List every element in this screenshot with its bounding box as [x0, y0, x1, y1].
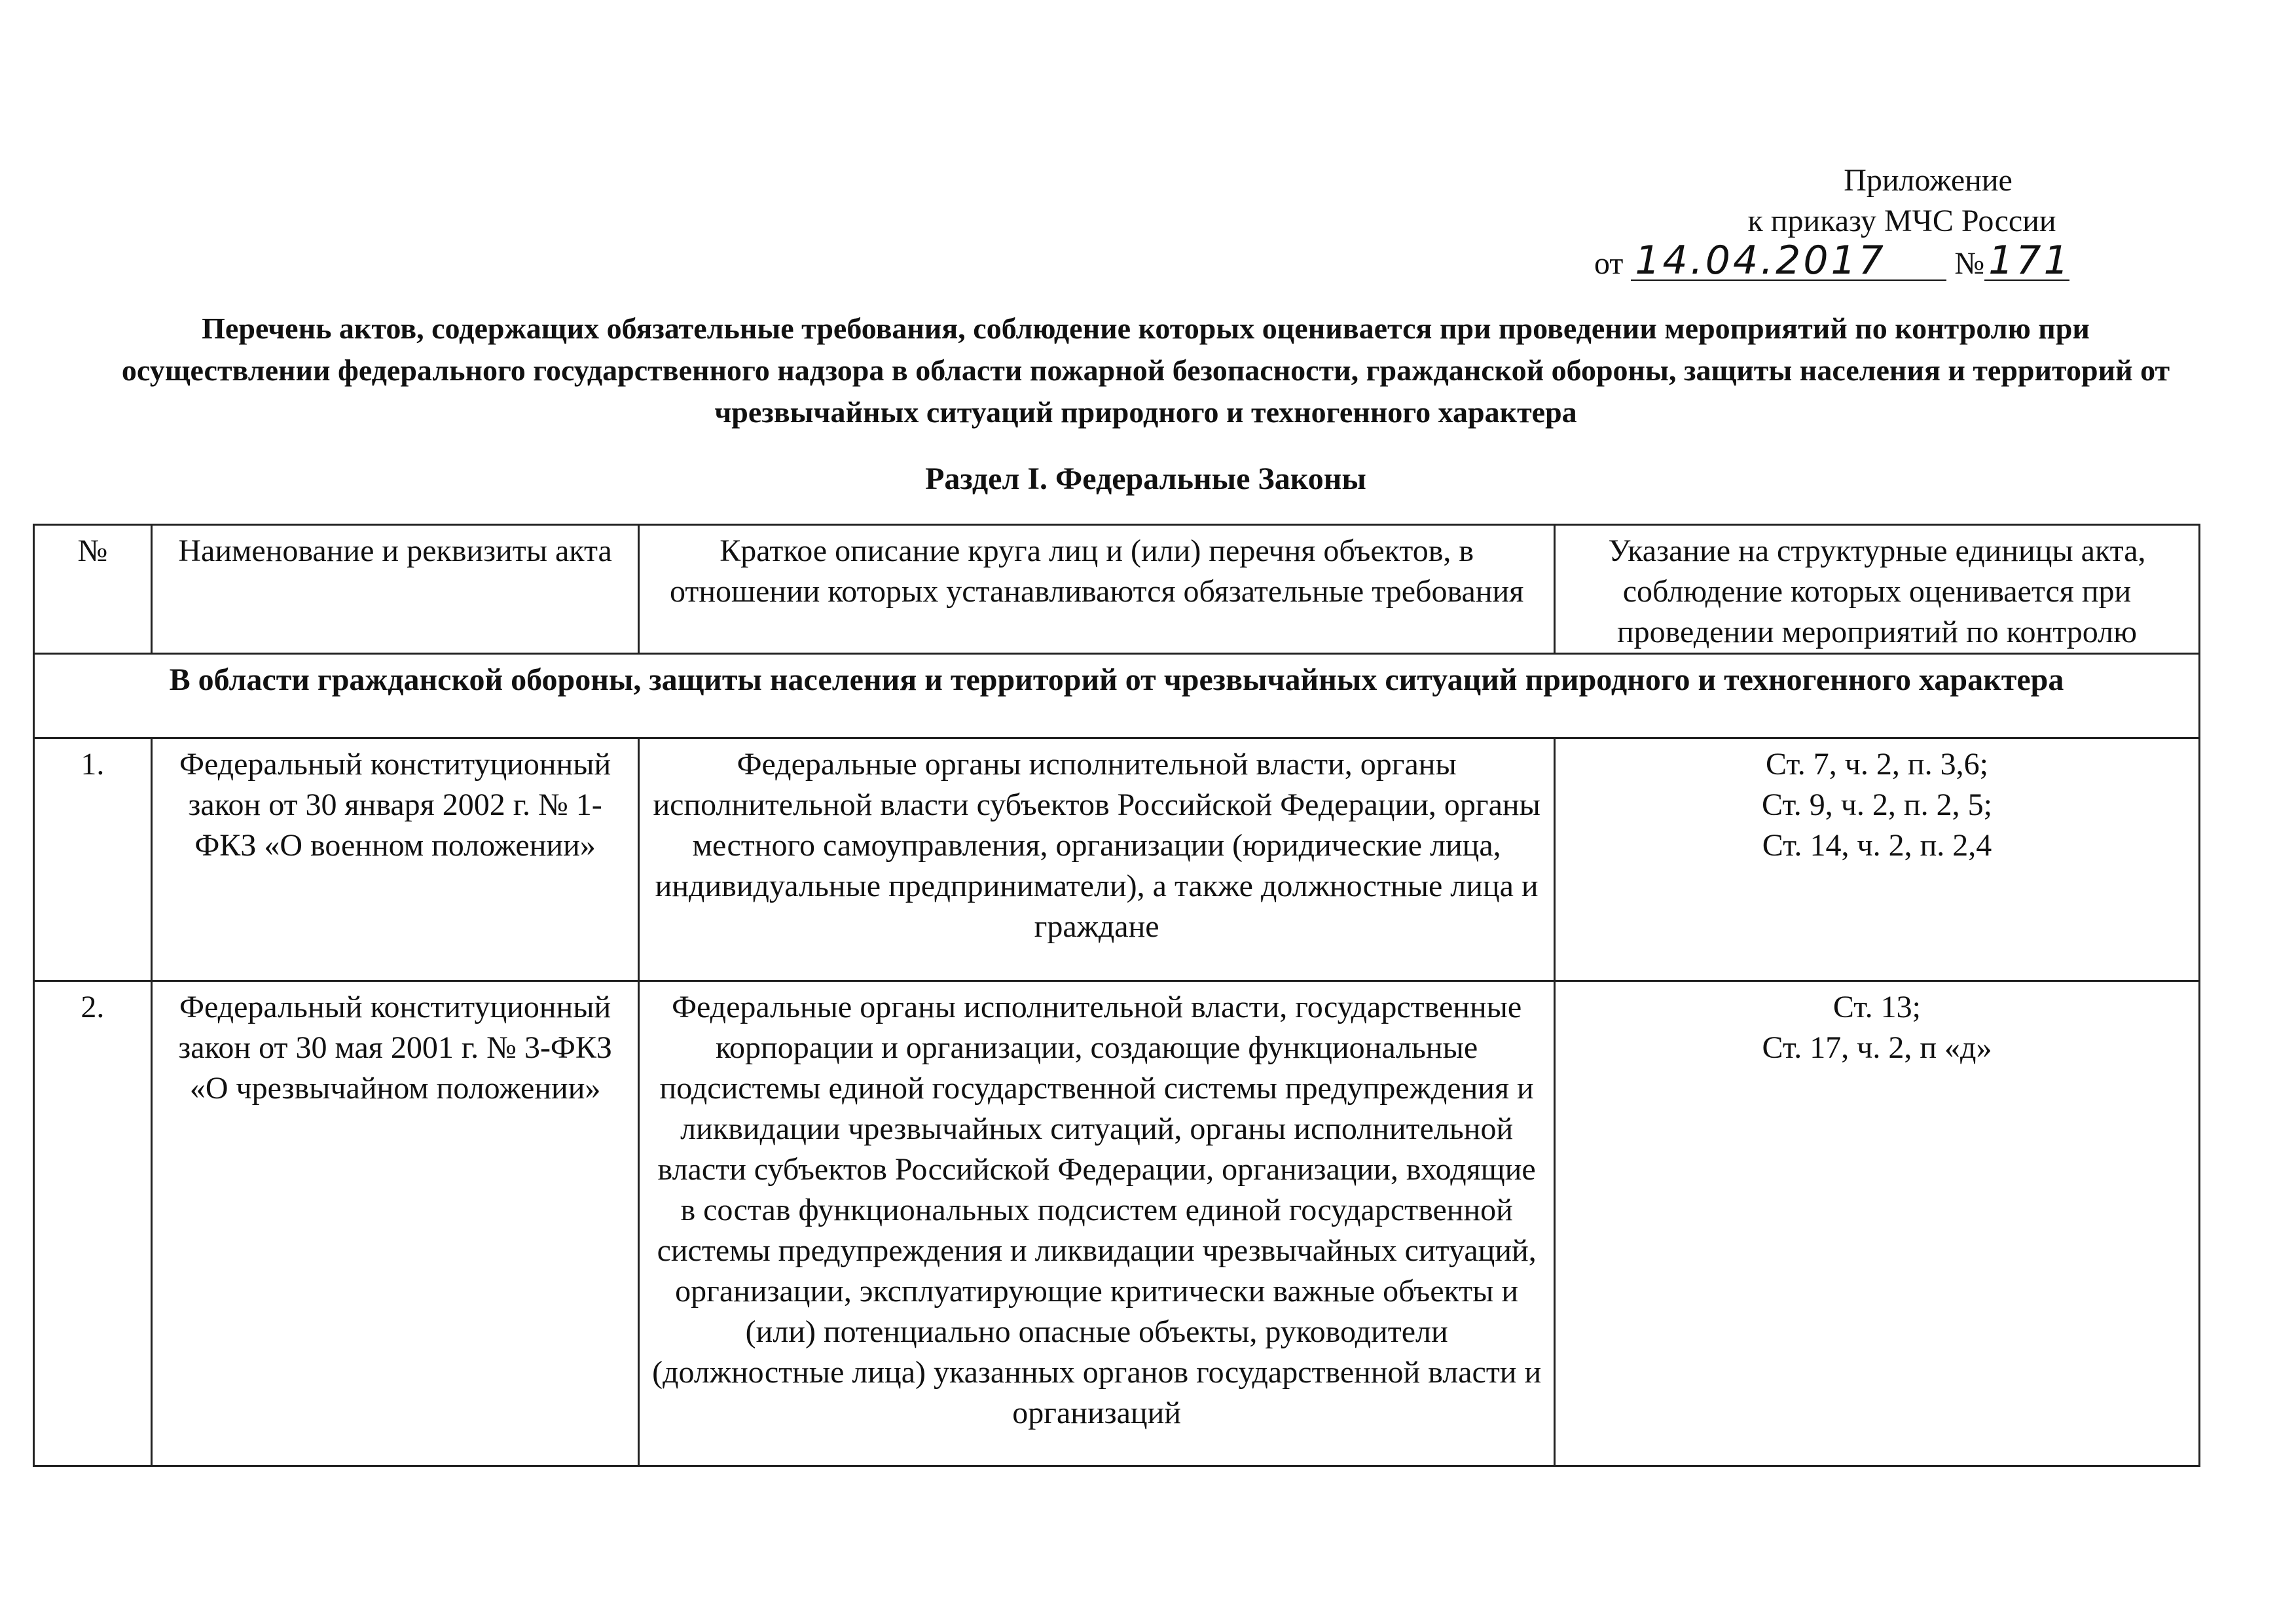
- row-structural-units: [1554, 981, 2199, 1466]
- table-row: [34, 738, 2200, 981]
- structural-unit: Ст. 13;: [1832, 990, 1922, 1024]
- structural-unit: Ст. 14, ч. 2, п. 2,4: [1762, 828, 1992, 863]
- section-title: Раздел I. Федеральные Законы: [925, 461, 1366, 496]
- table-row: [34, 981, 2200, 1466]
- group-heading: В области гражданской обороны, защиты населения и территорий от чрезвычайных ситуаций природного и техногенного характера: [34, 654, 2200, 738]
- header-act-name: Наименование и реквизиты акта: [151, 525, 639, 654]
- row-structural-units: [1554, 738, 2199, 981]
- row-act-name: Федеральный конституционный закон от 30 января 2002 г. № 1-ФКЗ «О военном положении»: [151, 738, 639, 981]
- from-label: от: [1594, 246, 1624, 281]
- order-date: 14.04.2017: [1631, 242, 1946, 281]
- row-description: Федеральные органы исполнительной власти, государственные корпорации и организации, создающие функциональные подсистемы единой государственной системы предупреждения и ликвидации чрезвычайных ситуаций, органы исполнительной власти субъектов Российской Федерации, организации, входящие в состав функциональных подсистем единой государственной системы предупреждения и ликвидации чрезвычайных ситуаций, организации, эксплуатирующие критически важные объекты и (или) потенциально опасные объекты, руководители (должностные лица) указанных органов государственной власти и организаций: [639, 981, 1555, 1466]
- header-description: Краткое описание круга лиц и (или) перечня объектов, в отношении которых устанавливаются обязательные требования: [639, 525, 1555, 654]
- number-label: №: [1954, 246, 1985, 281]
- row-act-name: Федеральный конституционный закон от 30 мая 2001 г. № 3-ФКЗ «О чрезвычайном положении»: [151, 981, 639, 1466]
- appendix-title: Приложение: [1844, 163, 2013, 198]
- appendix-order-ref: к приказу МЧС России: [1747, 204, 2056, 238]
- row-number: 1.: [34, 738, 152, 981]
- row-description: Федеральные органы исполнительной власти, органы исполнительной власти субъектов Российской Федерации, органы местного самоуправления, организации (юридические лица, индивидуальные предприниматели), а также должностные лица и граждане: [639, 738, 1555, 981]
- structural-unit: Ст. 7, ч. 2, п. 3,6;: [1766, 747, 1988, 782]
- header-number: №: [34, 525, 152, 654]
- document-title: Перечень актов, содержащих обязательные требования, соблюдение которых оценивается при проведении мероприятий по контролю при осуществлении федерального государственного надзора в области пожарной безопасности, гражданской обороны, защиты населения и территорий от чрезвычайных ситуаций природного и техногенного характера: [121, 312, 2170, 429]
- table-header-row: [34, 525, 2200, 654]
- header-structural-units: Указание на структурные единицы акта, соблюдение которых оценивается при проведении мероприятий по контролю: [1554, 525, 2199, 654]
- acts-table: [33, 524, 2200, 1467]
- row-number: 2.: [34, 981, 152, 1466]
- appendix-date-number: [1558, 238, 2219, 284]
- order-number: 171: [1984, 242, 2069, 281]
- appendix-block: [1558, 160, 2219, 284]
- structural-unit: Ст. 9, ч. 2, п. 2, 5;: [1762, 787, 1992, 822]
- structural-unit: Ст. 17, ч. 2, п «д»: [1762, 1030, 1992, 1065]
- table-group-row: [34, 654, 2200, 738]
